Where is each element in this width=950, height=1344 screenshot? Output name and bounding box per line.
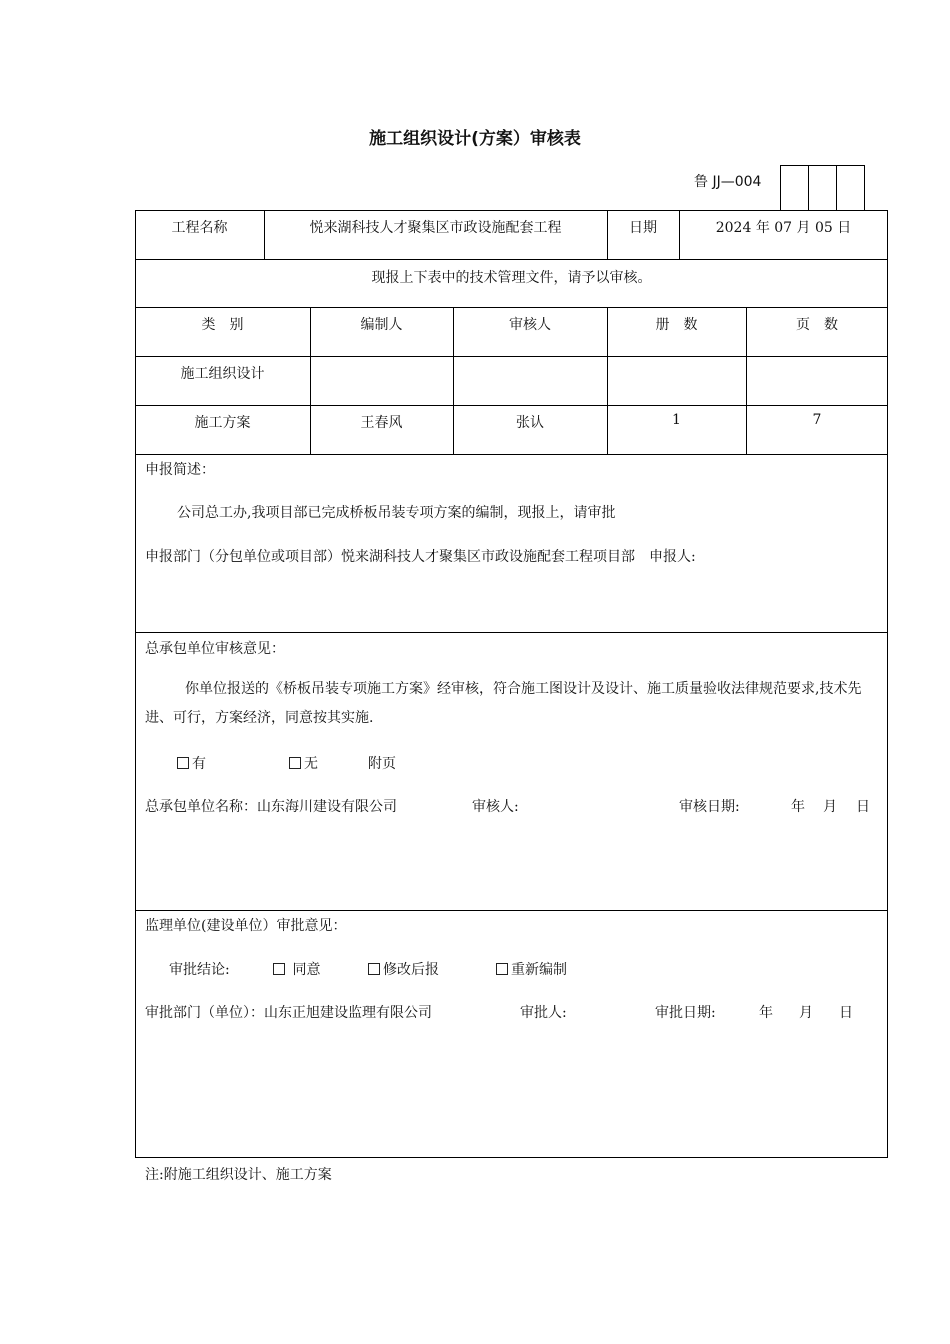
checkbox-yes[interactable] xyxy=(177,757,189,769)
conclusion-label: 审批结论: xyxy=(169,962,230,978)
table-row-2-author: 王春风 xyxy=(360,415,403,431)
request-line: 现报上下表中的技术管理文件，请予以审核。 xyxy=(371,270,652,286)
report-body: 公司总工办,我项目部已完成桥板吊装专项方案的编制，现报上，请审批 xyxy=(177,505,616,521)
checkbox-revise[interactable] xyxy=(368,963,380,975)
supervisor-date-label: 审批日期: xyxy=(655,1005,716,1021)
form-code: 鲁 JJ—004 xyxy=(694,174,762,190)
option-no[interactable]: 无 xyxy=(289,753,318,773)
checkbox-redo[interactable] xyxy=(496,963,508,975)
checkbox-no[interactable] xyxy=(289,757,301,769)
date-label: 日期 xyxy=(629,220,657,236)
supervisor-year: 年 xyxy=(759,1005,773,1021)
col-header-author: 编制人 xyxy=(360,317,403,333)
col-header-category: 类 别 xyxy=(201,317,244,333)
code-boxes xyxy=(780,165,865,210)
supervisor-day: 日 xyxy=(839,1005,853,1021)
attachment-label: 附页 xyxy=(368,756,396,772)
table-row-2-volumes: 1 xyxy=(672,412,681,428)
project-name-value: 悦来湖科技人才聚集区市政设施配套工程 xyxy=(309,220,562,236)
col-header-reviewer: 审核人 xyxy=(509,317,551,333)
project-name-label: 工程名称 xyxy=(171,220,228,236)
option-agree[interactable]: 同意 xyxy=(273,959,320,979)
date-value: 2024 年 07 月 05 日 xyxy=(715,220,852,236)
supervisor-heading: 监理单位(建设单位）审批意见： xyxy=(145,918,347,934)
option-yes[interactable]: 有 xyxy=(177,753,206,773)
col-header-volumes: 册 数 xyxy=(655,317,698,333)
table-row-2-reviewer: 张认 xyxy=(516,415,544,431)
footer-note: 注:附施工组织设计、施工方案 xyxy=(145,1167,332,1183)
contractor-opinion: 你单位报送的《桥板吊装专项施工方案》经审核，符合施工图设计及设计、施工质量验收法律规范要求,技术先进、可行，方案经济，同意按其实施. xyxy=(145,681,862,726)
option-revise[interactable]: 修改后报 xyxy=(368,959,439,979)
page-title: 施工组织设计(方案）审核表 xyxy=(369,129,581,149)
option-redo[interactable]: 重新编制 xyxy=(496,959,567,979)
col-header-pages: 页 数 xyxy=(796,317,838,333)
table-row-2-category: 施工方案 xyxy=(194,415,251,431)
checkbox-agree[interactable] xyxy=(273,963,285,975)
report-heading: 申报简述： xyxy=(145,462,215,478)
table-row-1-category: 施工组织设计 xyxy=(180,366,265,382)
contractor-year: 年 xyxy=(791,799,805,815)
contractor-heading: 总承包单位审核意见： xyxy=(145,641,285,657)
contractor-day: 日 xyxy=(856,799,870,815)
contractor-date-label: 审核日期: xyxy=(679,799,740,815)
report-dept-line: 申报部门（分包单位或项目部）悦来湖科技人才聚集区市政设施配套工程项目部 申报人: xyxy=(145,549,696,565)
contractor-month: 月 xyxy=(823,799,837,815)
contractor-reviewer-label: 审核人: xyxy=(472,799,519,815)
supervisor-dept: 审批部门（单位）：山东正旭建设监理有限公司 xyxy=(145,1005,432,1021)
table-row-2-pages: 7 xyxy=(812,412,822,428)
supervisor-month: 月 xyxy=(799,1005,813,1021)
supervisor-approver-label: 审批人: xyxy=(520,1005,567,1021)
contractor-unit: 总承包单位名称：山东海川建设有限公司 xyxy=(145,799,397,815)
